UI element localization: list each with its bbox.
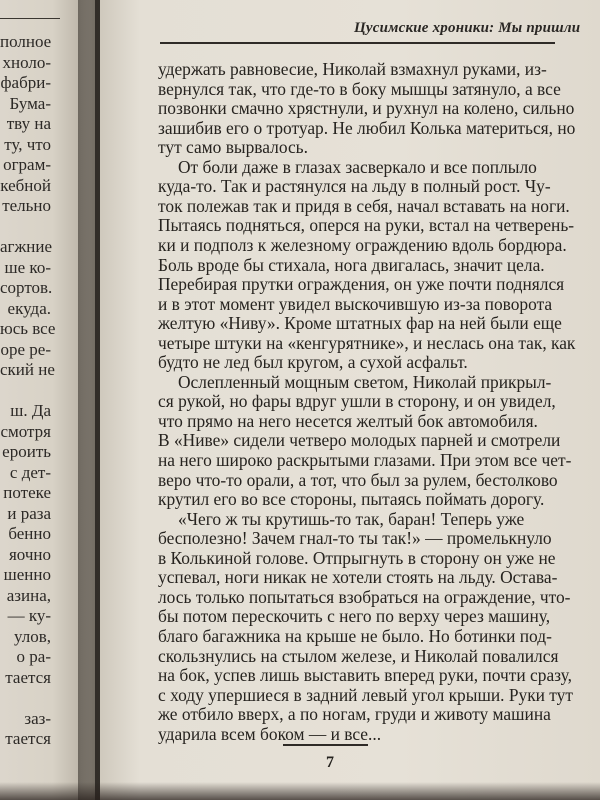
left-page-line: Бума- xyxy=(9,93,51,113)
body-line: куда-то. Так и растянулся на льду в полный рост. Чу- xyxy=(158,176,551,197)
body-line: зашибив его о тротуар. Не любил Колька материться, но xyxy=(158,117,576,138)
body-line: будто не лед был кругом, а сухой асфальт. xyxy=(158,352,468,373)
left-page-line: огpaм- xyxy=(3,155,51,174)
left-page-line: потеке xyxy=(3,483,51,502)
left-page-line: ероить xyxy=(2,442,51,461)
left-page-line: хноло- xyxy=(2,52,51,72)
left-page-line: екуда. xyxy=(7,298,51,318)
left-page-line: тается xyxy=(5,729,51,748)
body-line: ударила всем боком — и все... xyxy=(158,723,382,744)
header-rule xyxy=(160,42,555,44)
left-page-line: тву на xyxy=(6,114,51,133)
left-page-line: заз- xyxy=(24,708,51,728)
left-page-line: юсь все xyxy=(0,319,56,338)
body-line: вернулся так, что где-то в боку мышцы затянуло, а все xyxy=(158,78,561,99)
body-line: бесполезно! Зачем гнал-то ты так!» — промелькнуло xyxy=(158,528,552,549)
body-line: лось только попытаться взобраться на ограждение, что- xyxy=(158,586,571,607)
body-line: на бок, успев лишь выставить вперед руки, почти сразу, xyxy=(158,665,572,686)
left-page-line: оре ре- xyxy=(0,339,51,359)
body-line: в Колькиной голове. Отпрыгнуть в сторону он уже не xyxy=(158,547,556,568)
left-page-header-rule xyxy=(0,18,60,19)
body-line: четыре штуки на «кенгурятнике», и неслась она так, как xyxy=(158,332,576,353)
left-page-line: о ра- xyxy=(16,647,51,666)
left-page-line: улов, xyxy=(13,626,51,646)
body-line: Ослепленный мощным светом, Николай прикрыл- xyxy=(178,371,552,392)
body-line: и в этот момент увидел выскочившую из-за поворота xyxy=(158,293,553,314)
body-line: что прямо на него несется желтый бок автомобиля. xyxy=(158,410,538,431)
body-line: «Чего ж ты крутишь-то так, баран! Теперь уже xyxy=(178,508,525,529)
page-number: 7 xyxy=(326,754,334,771)
body-line: Боль вроде бы стихала, нога двигалась, значит цела. xyxy=(158,254,545,275)
left-page-line: ский не xyxy=(0,360,55,379)
body-line: удержать равновесие, Николай взмахнул руками, из- xyxy=(158,59,547,79)
left-page-line: фабри- xyxy=(0,73,51,92)
body-line: Пытаясь подняться, оперся на руки, встал на четверень- xyxy=(158,215,575,236)
left-page-line: азина, xyxy=(6,585,51,605)
body-line: же отбило вверх, а по ногам, груди и животу машина xyxy=(158,704,551,725)
body-line: позвонки смачно хрястнули, и рухнул на колено, сильно xyxy=(158,98,575,119)
footer-rule xyxy=(283,744,368,746)
left-page-line: полное xyxy=(0,32,52,51)
body-line: тут само вырвалось. xyxy=(158,137,308,158)
left-page-line: — ку- xyxy=(7,606,51,625)
running-header: Цусимские хроники: Мы пришли xyxy=(354,20,581,36)
body-line: крутил его во все стороны, пытаясь поймать дорогу. xyxy=(158,489,545,510)
left-page-line: ту, что xyxy=(4,134,51,154)
left-page-line: яочно xyxy=(8,544,51,564)
body-line: Перебирая прутки ограждения, он уже почти поднялся xyxy=(158,274,565,295)
left-page-line: бенно xyxy=(8,524,51,543)
left-page-line: смотря xyxy=(0,421,51,441)
body-line: скользнулись на стылом железе, и Николай повалился xyxy=(158,645,559,666)
right-page xyxy=(100,0,600,800)
body-line: желтую «Ниву». Кроме штатных фар на ней были еще xyxy=(158,313,562,334)
body-line: веро что-то орали, а тот, что был за рулем, бестолково xyxy=(158,469,558,490)
body-line: В «Ниве» сидели четверо молодых парней и смотрели xyxy=(158,430,561,451)
body-line: на него широко раскрытыми глазами. При этом все чет- xyxy=(158,450,572,470)
left-page-line: тельно xyxy=(2,196,51,215)
left-page-line: агжние xyxy=(0,237,53,256)
body-line: ки и подполз к железному ограждению вдоль бордюра. xyxy=(158,234,567,255)
body-line: бы потом перескочить с него по верху через машину, xyxy=(158,606,551,627)
left-page-line: кебной xyxy=(0,175,51,195)
bottom-shadow xyxy=(0,782,600,800)
body-line: От боли даже в глазах засверкало и все поплыло xyxy=(178,156,537,177)
body-line: ся рукой, но фары вдруг ушли в сторону, и он увидел, xyxy=(158,391,556,412)
body-line: благо багажника на крыше не было. Но ботинки под- xyxy=(158,625,552,646)
left-page-line: и раза xyxy=(7,503,51,523)
left-page-line: ше ко- xyxy=(4,257,51,277)
left-page-line: тается xyxy=(5,667,51,687)
body-line: ток полежав так и придя в себя, начал вставать на ноги. xyxy=(158,195,570,216)
left-page-line: шенно xyxy=(3,565,51,584)
left-page-line: сортов. xyxy=(0,278,53,297)
body-line: успевал, ноги никак не хотели стоять на льду. Остава- xyxy=(158,567,558,588)
left-page-line: ш. Да xyxy=(10,401,51,420)
left-page-line: с дет- xyxy=(9,462,51,482)
body-line: с ходу упершиеся в задний левый угол крыши. Руки тут xyxy=(158,684,573,705)
